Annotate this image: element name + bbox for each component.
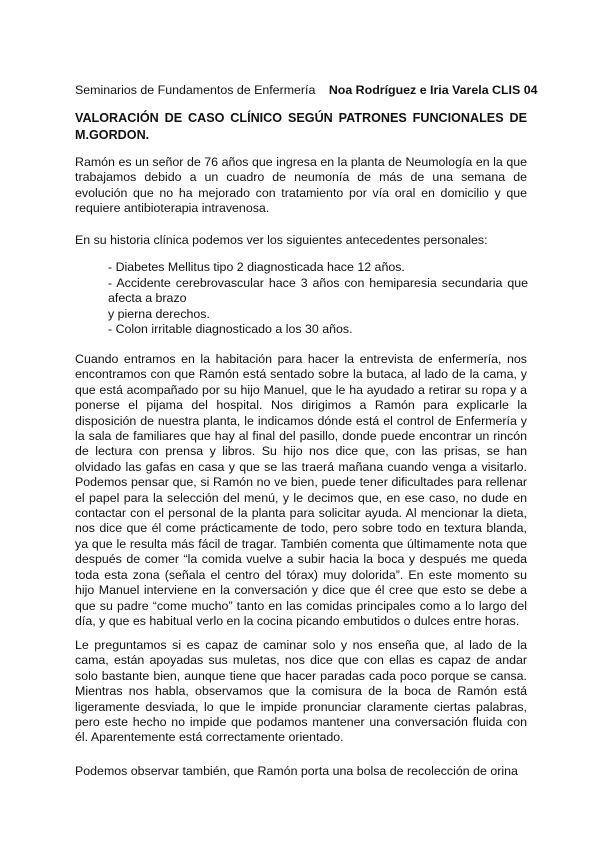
list-item: - Accidente cerebrovascular hace 3 años con hemiparesia secundaria que afecta a brazo xyxy=(108,275,528,306)
intro-paragraph: Ramón es un señor de 76 años que ingresa en la planta de Neumología en la que trabajamos debido a un cuadro de neumonía de más de una semana de evolución que no ha mejorado con tratamiento por vía oral en domicilio y que requiere antibioterapia intravenosa. xyxy=(75,155,527,216)
list-item: - Colon irritable diagnosticado a los 30 años. xyxy=(108,322,353,337)
walking-paragraph: Le preguntamos si es capaz de caminar solo y nos enseña que, al lado de la cama, están apoyadas sus muletas, nos dice que con ellas es capaz de andar solo bastante bien, aunque tiene que hacer paradas cada poco porque se cansa. Mientras nos habla, observamos que la comisura de la boca de Ramón está ligeramente desviada, lo que le impide pronunciar claramente ciertas palabras, pero este hecho no impide que podamos mantener una conversación fluida con él. Aparentemente está correctamente orientado. xyxy=(75,638,527,745)
medical-history-list xyxy=(108,260,528,338)
authors: Noa Rodríguez e Iria Varela CLIS 04 xyxy=(328,83,538,97)
list-item: - Diabetes Mellitus tipo 2 diagnosticada hace 12 años. xyxy=(108,260,405,274)
course-name: Seminarios de Fundamentos de Enfermería xyxy=(75,83,316,97)
document-title: VALORACIÓN DE CASO CLÍNICO SEGÚN PATRONES FUNCIONALES DE M.GORDON. xyxy=(75,111,527,142)
interview-paragraph: Cuando entramos en la habitación para hacer la entrevista de enfermería, nos encontramos con que Ramón está sentado sobre la butaca, al lado de la cama, y que está acompañado por su hijo Manuel, que le ha ayudado a retirar su ropa y a ponerse el pijama del hospital. Nos dirigimos a Ramón para explicarle la disposición de nuestra planta, le indicamos dónde está el control de Enfermería y la sala de familiares que hay al final del pasillo, donde puede encontrar un rincón de lectura con prensa y libros. Su hijo nos dice que, con las prisas, se han olvidado las gafas en casa y que se las traerá mañana cuando venga a visitarlo. Podemos pensar que, si Ramón no ve bien, puede tener dificultades para rellenar el papel para la selección del menú, y le decimos que, en ese caso, no dude en contactar con el personal de la planta para solicitar ayuda. Al mencionar la dieta, nos dice que él come prácticamente de todo, pero sobre todo en textura blanda, ya que le resulta más fácil de tragar. También comenta que últimamente nota que después de comer “la comida vuelve a subir hacia la boca y después me queda toda esta zona (señala el centro del tórax) muy dolorida”. En este momento su hijo Manuel interviene en la conversación y dice que él cree que esto se debe a que su padre “come mucho” tanto en las comidas principales como a lo largo del día, y que es habitual verlo en la cocina picando embutidos o dulces entre horas. xyxy=(75,352,527,628)
list-item: y pierna derechos. xyxy=(108,306,210,321)
final-paragraph: Podemos observar también, que Ramón porta una bolsa de recolección de orina xyxy=(75,764,518,778)
page-header xyxy=(75,83,537,97)
history-intro: En su historia clínica podemos ver los siguientes antecedentes personales: xyxy=(75,233,488,247)
